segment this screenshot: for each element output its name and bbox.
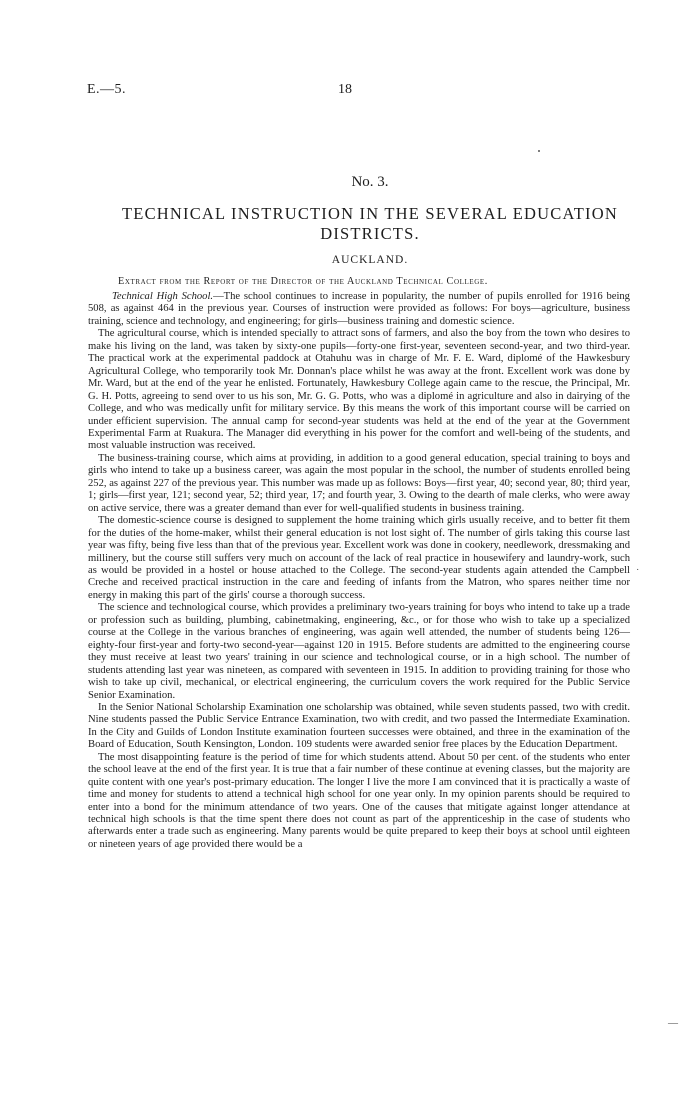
paragraph-business-training: The business-training course, which aims at providing, in addition to a good general education, special training to boys and girls who intend to take up a business career, was again the most popular in the school, the number of students enrolled being 252, as against 227 of the previous year. This number was made up as follows: Boys—first year, 40; second year, 80; third year, 1; girls—first year, 121; second year, 52; third year, 17; and fourth year, 3. Owing to the dearth of male clerks, who were away on active service, there was a greater demand than ever for well-qualified students in business training. [88,452,630,514]
extract-heading: Extract from the Report of the Director of the Auckland Technical College. [118,276,488,287]
report-body [88,291,630,851]
paragraph-attendance: The most disappointing feature is the period of time for which students attend. About 50 per cent. of the students who enter the school leave at the end of the first year. It is true that a fair number of these continue at evening classes, but the majority are quite content with one year's post-primary education. The longer I live the more I am convinced that it is practically a waste of time and money for students to attend a technical high school for one year only. In my opinion parents should be required to enter into a bond for the minimum attendance of two years. One of the causes that mitigate against longer attendance at technical high schools is that the time spent there does not count as part of the apprenticeship in the case of students who afterwards enter a trade such as engineering. Many parents would be quite prepared to keep their boys at school until eighteen or nineteen years of age provided there would be a [88,751,630,850]
document-title: TECHNICAL INSTRUCTION IN THE SEVERAL EDUCATION DISTRICTS. [122,204,618,243]
paragraph-domestic-science: The domestic-science course is designed to supplement the home training which girls usually receive, and to better fit them for the duties of the home-maker, whilst their general education is not lost sight of. The number of girls taking this course last year was fifty, being five less than that of the previous year. Excellent work was done in cookery, needlework, dressmaking and millinery, but the course still suffers very much on account of the lack of real practice in housewifery and laundry-work, such as would be provided in a hostel or house attached to the College. The second-year students again attended the Campbell Creche and received practical instruction in the care and feeding of infants from the Matron, who spares neither time nor energy in making this part of the girls' course a thorough success. [88,515,630,601]
page-number: 18 [338,82,352,97]
paragraph-agricultural-course: The agricultural course, which is intended specially to attract sons of farmers, and also the boy from the town who desires to make his living on the land, was taken by sixty-one pupils—forty-one first-year, seventeen second-year, and two third-year. The practical work at the experimental paddock at Otahuhu was in charge of Mr. F. E. Ward, diplomé of the Hawkesbury Agricultural College, who temporarily took Mr. Donnan's place whilst he was away at the front. Excellent work was done by Mr. Ward, but at the end of the year he enlisted. Fortunately, Hawkesbury College again came to the rescue, the Principal, Mr. G. H. Potts, agreeing to send over to us his son, Mr. G. G. Potts, who was a diplomé in agriculture and also in dairying of the College, and who was medically unfit for military service. By this means the work of this important course will be carried on under efficient supervision. The annual camp for second-year students was held at the end of the year at the Government Experimental Farm at Ruakura. The Manager did everything in his power for the comfort and well-being of the students, and most valuable instruction was received. [88,328,630,452]
report-code: E.—5. [87,82,127,97]
section-heading: AUCKLAND. [331,254,409,266]
paragraph-lead: Technical High School. [112,291,214,302]
margin-dash-mark: — [668,1018,678,1029]
paragraph-technical-high-school [88,291,630,328]
speck-mark [538,150,540,152]
document-number: No. 3. [351,174,389,190]
paragraph-science-technological: The science and technological course, which provides a preliminary two-years training for boys who intend to take up a trade or profession such as building, plumbing, cabinetmaking, engineering, &c., or for those who wish to take up a specialized course at the College in the various branches of engineering, was again well attended, the number of students being 126—eighty-four first-year and forty-two second-year—against 120 in 1915. Before students are admitted to the engineering course they must receive at least two years' training in our science and technological course, or in a high school. The number of students attending last year was nineteen, as compared with seventeen in 1915. In addition to providing training for those who wish to take up civil, mechanical, or electrical engineering, the curriculum covers the work required for the Public Service Senior Examination. [88,602,630,701]
paragraph-examinations: In the Senior National Scholarship Examination one scholarship was obtained, while seven students passed, two with credit. Nine students passed the Public Service Entrance Examination, two with credit, and two passed the Intermediate Examination. In the City and Guilds of London Institute examination fourteen successes were obtained, and three in the examination of the Board of Education, South Kensington, London. 109 students were awarded senior free places by the Education Department. [88,701,630,751]
paragraph-text: —The school continues to increase in popularity, the number of pupils enrolled for 1916 being 508, as against 464 in the previous year. Courses of instruction were provided as follows: For boys—agriculture, business training, science and technology, and engineering; for girls—business training and domestic science. [88,291,630,327]
margin-tick-mark: ˙ [636,568,640,579]
